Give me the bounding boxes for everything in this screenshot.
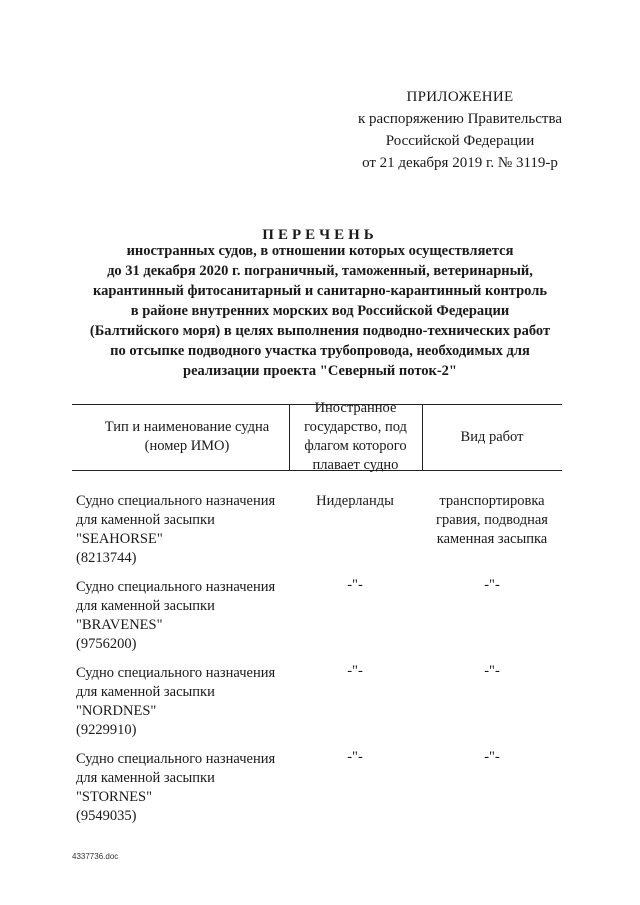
subtitle-line: в районе внутренних морских вод Российской Федерации xyxy=(130,303,510,319)
table-row-vessel xyxy=(76,492,286,568)
appendix-block xyxy=(330,86,590,174)
work-line: транспортировка xyxy=(439,493,545,509)
appendix-title: ПРИЛОЖЕНИЕ xyxy=(406,89,514,105)
table-header-flag-state: Иностранное государство, под флагом которого плавает судно xyxy=(304,400,407,473)
subtitle-line: (Балтийского моря) в целях выполнения подводно-технических работ xyxy=(89,323,551,339)
table-row-work: -"- xyxy=(484,749,500,765)
table-row-vessel xyxy=(76,664,286,740)
vessel-name: "SEAHORSE" xyxy=(76,531,163,547)
vessel-purpose: для каменной засыпки xyxy=(76,512,215,528)
vessel-imo: (9229910) xyxy=(76,722,137,738)
vessel-imo: (9756200) xyxy=(76,636,137,652)
subtitle-line: реализации проекта "Северный поток-2" xyxy=(183,363,457,379)
vessel-name: "BRAVENES" xyxy=(76,617,163,633)
table-column-divider xyxy=(289,404,290,470)
subtitle-line: по отсыпке подводного участка трубопровода, необходимых для xyxy=(110,343,530,359)
appendix-line: к распоряжению Правительства xyxy=(357,111,562,127)
table-row-vessel xyxy=(76,750,286,826)
work-line: гравия, подводная xyxy=(436,512,548,528)
appendix-line: Российской Федерации xyxy=(385,133,535,149)
table-row-flag: -"- xyxy=(347,577,363,593)
table-header-work-type: Вид работ xyxy=(460,428,524,445)
subtitle-line: иностранных судов, в отношении которых осуществляется xyxy=(126,243,514,259)
table-row-work: -"- xyxy=(484,577,500,593)
vessel-purpose: для каменной засыпки xyxy=(76,770,215,786)
table-column-divider xyxy=(422,404,423,470)
subtitle-line: карантинный фитосанитарный и санитарно-карантинный контроль xyxy=(92,283,548,299)
appendix-line: от 21 декабря 2019 г. № 3119-р xyxy=(362,155,558,171)
document-title: ПЕРЕЧЕНЬ xyxy=(262,227,378,243)
table-row-flag: -"- xyxy=(347,663,363,679)
vessel-type: Судно специального назначения xyxy=(76,751,276,767)
vessel-imo: (9549035) xyxy=(76,808,137,824)
document-subtitle xyxy=(60,241,580,381)
vessel-type: Судно специального назначения xyxy=(76,665,276,681)
vessel-type: Судно специального назначения xyxy=(76,493,276,509)
table-row-work: -"- xyxy=(484,663,500,679)
table-row-flag: -"- xyxy=(347,749,363,765)
vessel-purpose: для каменной засыпки xyxy=(76,684,215,700)
vessel-name: "STORNES" xyxy=(76,789,153,805)
table-header-vessel: Тип и наименование судна (номер ИМО) xyxy=(104,419,270,454)
work-line: каменная засыпка xyxy=(436,531,548,547)
vessel-imo: (8213744) xyxy=(76,550,137,566)
table-row-flag: Нидерланды xyxy=(316,493,394,509)
vessel-type: Судно специального назначения xyxy=(76,579,276,595)
subtitle-line: до 31 декабря 2020 г. пограничный, таможенный, ветеринарный, xyxy=(107,263,533,279)
table-row-vessel xyxy=(76,578,286,654)
table-row-work xyxy=(424,492,560,549)
vessel-purpose: для каменной засыпки xyxy=(76,598,215,614)
file-code: 4337736.doc xyxy=(72,852,119,861)
vessel-name: "NORDNES" xyxy=(76,703,157,719)
